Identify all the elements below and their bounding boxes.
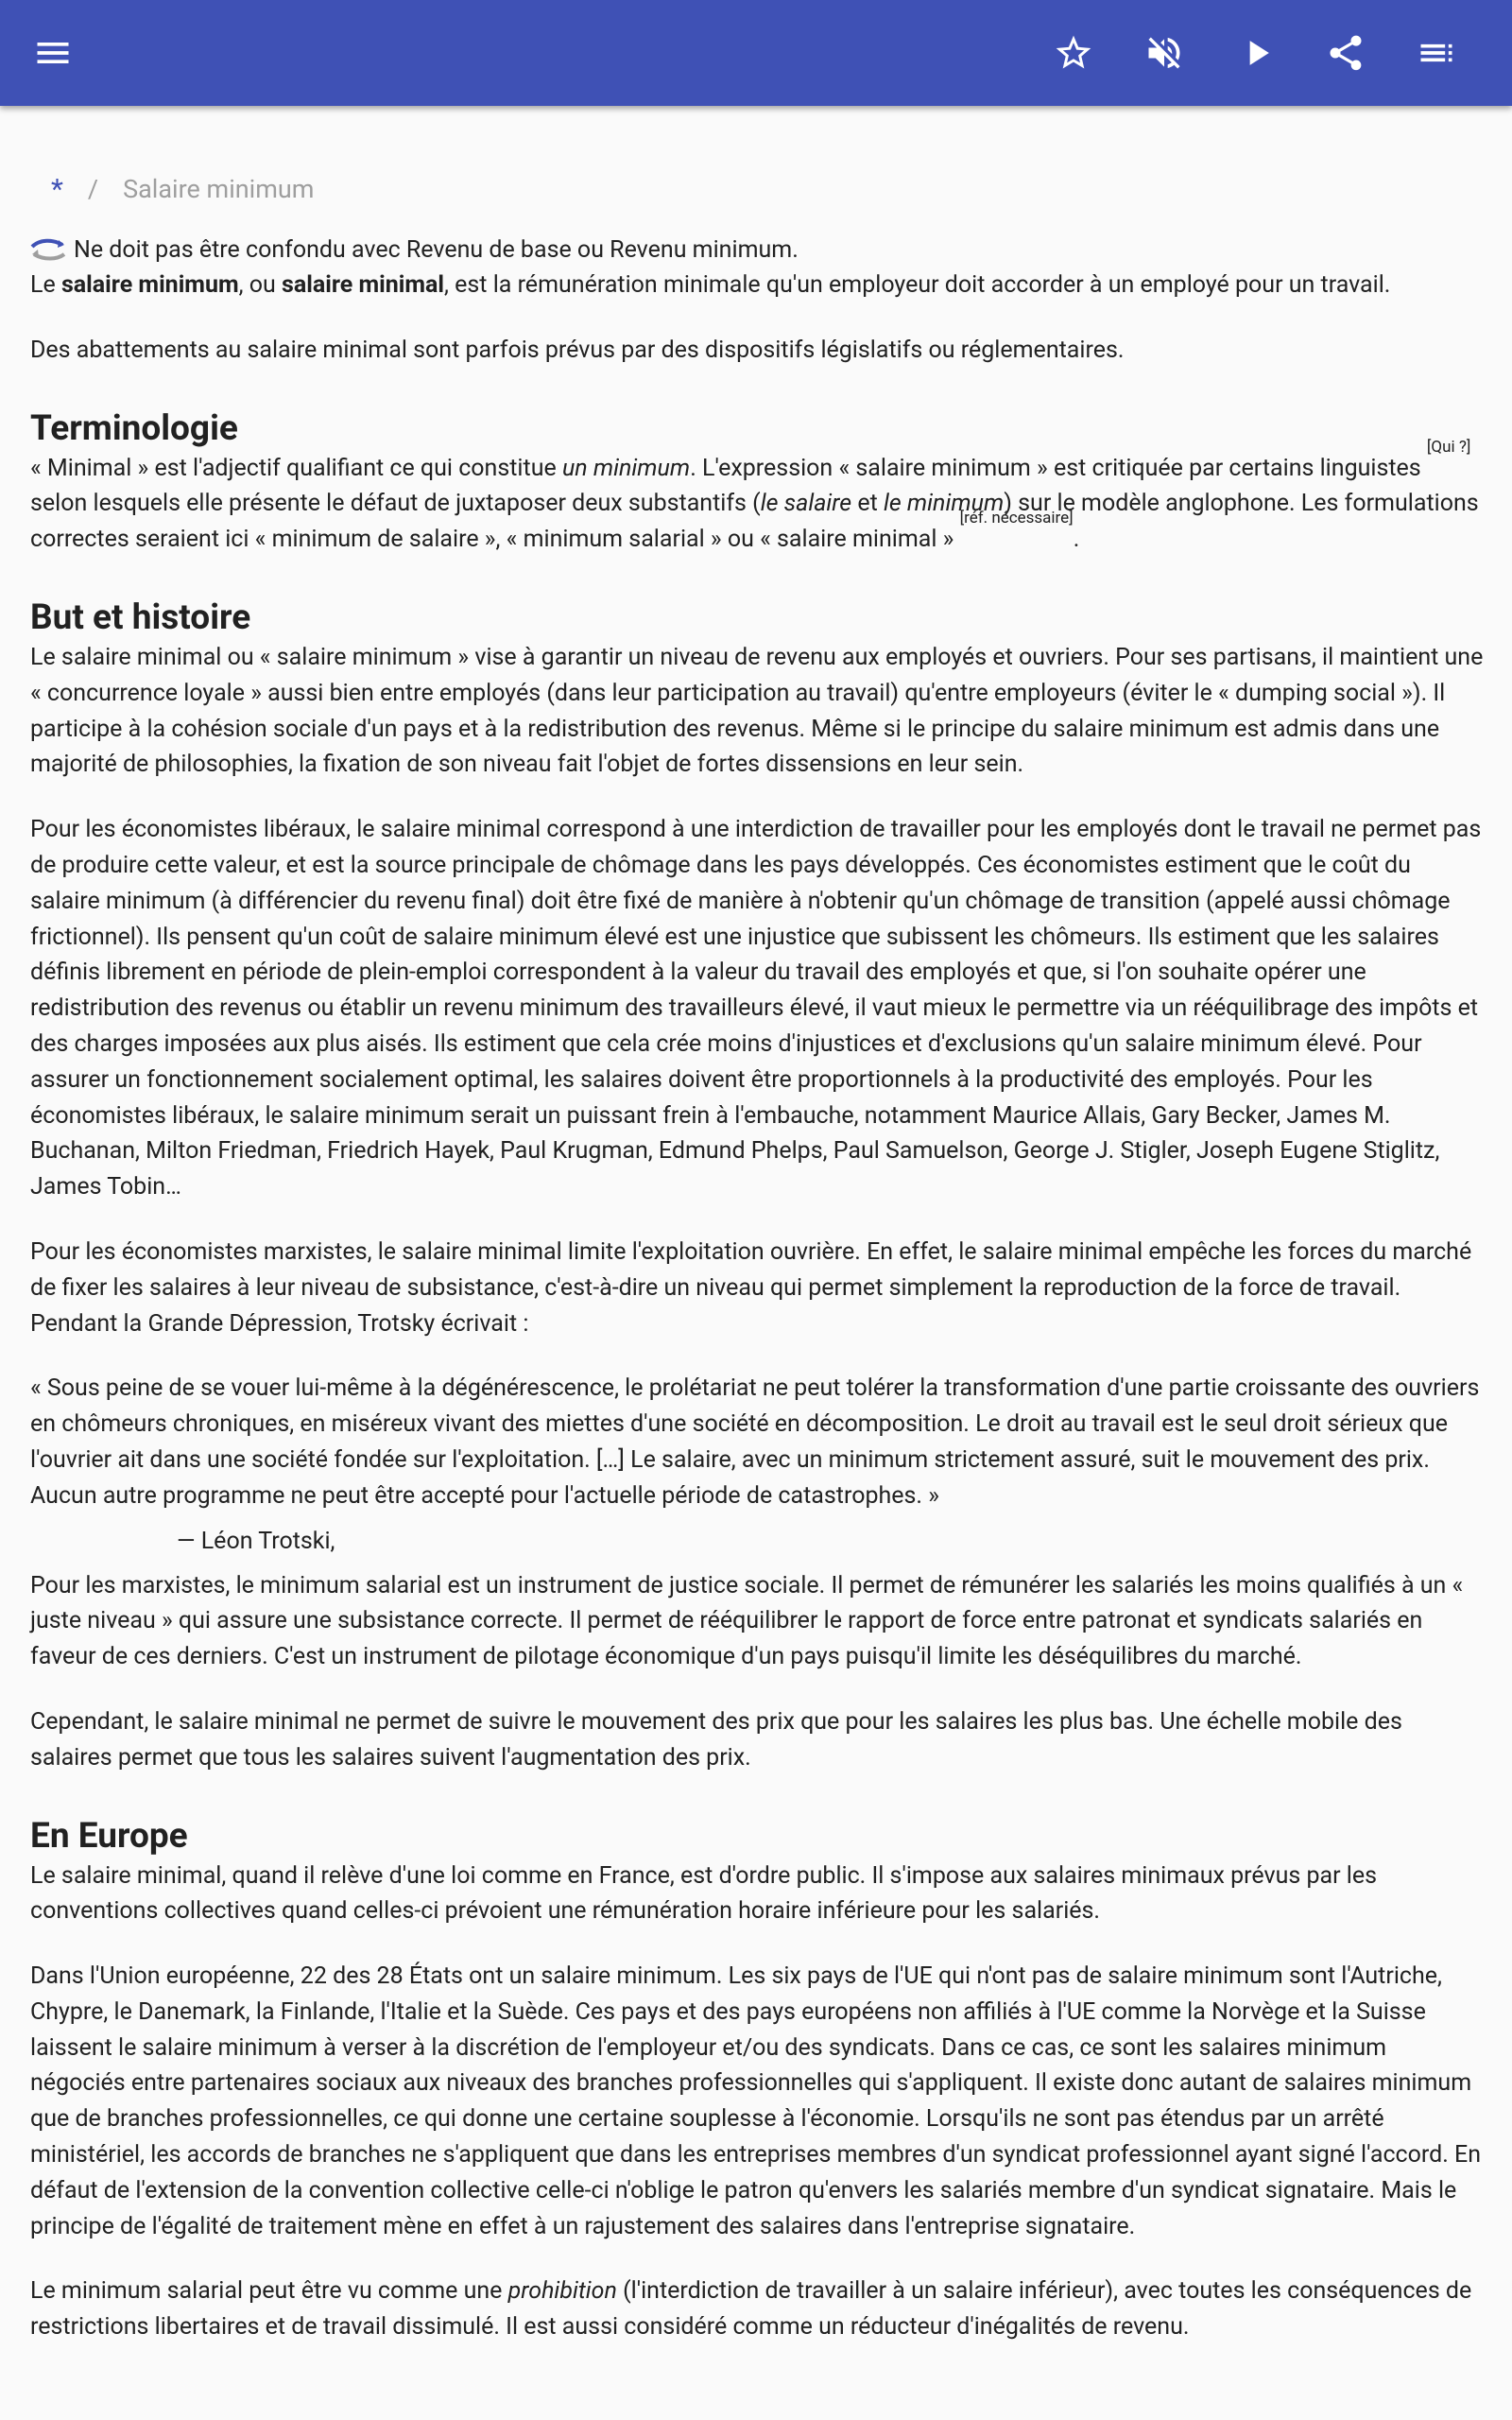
table-of-contents-button[interactable] <box>1410 26 1463 79</box>
text: (l'interdiction de travailler à un salaire inférieur), avec toutes les conséquences de restrictions libertaires et de travail dissimulé. Il est aussi considéré comme un réducteur d'inégalités de revenu. <box>30 2277 1472 2342</box>
text: ) sur le modèle anglophone. Les formulations correctes seraient ici « minimum de salaire », « minimum salarial » ou « salaire minimal » <box>30 490 1479 554</box>
europe-paragraph-2: Dans l'Union européenne, 22 des 28 États ont un salaire minimum. Les six pays de l'UE qui n'ont pas de salaire minimum sont l'Autriche, Chypre, le Danemark, la Finlande, l'Italie et la Suède. Ces pays et des pays européens non affiliés à l'UE comme la Norvège et la Suisse laissent le salaire minimum à verser à la discrétion de l'employeur et/ou des syndicats. Dans ce cas, ce sont les salaires minimum négociés entre partenaires sociaux aux niveaux des branches professionnelles qui s'appliquent. Il existe donc autant de salaires minimum que de branches professionnelles, ce qui donne une certaine souplesse à l'économie. Lorsqu'ils ne sont pas étendus par un arrêté ministériel, les accords de branches ne s'appliquent que dans les entreprises membres d'un syndicat professionnel ayant signé l'accord. En défaut de l'extension de la convention collective celle-ci n'oblige le patron qu'envers les salariés membre d'un syndicat signataire. Mais le principe de l'égalité de traitement mène en effet à un rajustement des salaires dans l'entreprise signataire. <box>30 1962 1482 2240</box>
trotsky-quote: « Sous peine de se vouer lui-même à la dégénérescence, le prolétariat ne peut tolérer la transformation d'une partie croissante des ouvriers en chômeurs chroniques, en miséreux vivant des miettes d'une société en décomposition. Le droit au travail est le seul droit sérieux que l'ouvrier ait dans une société fondée sur l'exploitation. […] Le salaire, avec un minimum strictement assuré, suit le mouvement des prix. Aucun autre programme ne peut être accepté pour l'actuelle période de catastrophes. » <box>30 1374 1480 1510</box>
text: , ou <box>238 271 282 299</box>
citation-needed-tag[interactable]: [Qui ?] <box>1426 437 1471 457</box>
share-button[interactable] <box>1319 26 1372 79</box>
text: . L'expression « salaire minimum » est critiquée par certains linguistes <box>690 454 1427 482</box>
italic-text: le minimum <box>884 490 1005 518</box>
histoire-paragraph-5: Cependant, le salaire minimal ne permet de suivre le mouvement des prix que pour les salaires les plus bas. Une échelle mobile des salaires permet que tous les salaires suivent l'augmentation des prix. <box>30 1707 1402 1772</box>
europe-paragraph-3 <box>30 2273 1486 2345</box>
text: selon lesquels elle présente le défaut de juxtaposer deux substantifs ( <box>30 490 761 518</box>
italic-text: prohibition <box>507 2277 617 2306</box>
histoire-paragraph-4: Pour les marxistes, le minimum salarial est un instrument de justice sociale. Il permet de rémunérer les salariés les moins qualifiés à un « juste niveau » qui assure une subsistance correcte. Il permet de rééquilibrer le rapport de force entre patronat et syndicats salariés en faveur de ces derniers. C'est un instrument de pilotage économique d'un pays puisqu'il limite les déséquilibres du marché. <box>30 1571 1464 1671</box>
terminologie-paragraph <box>30 437 1486 558</box>
text: Le <box>30 271 61 299</box>
star-icon <box>1053 32 1094 74</box>
italic-text: le salaire <box>760 490 852 518</box>
quote-attribution: — Léon Trotski, <box>177 1527 335 1555</box>
breadcrumb-root[interactable]: * <box>51 172 63 206</box>
mute-button[interactable] <box>1138 26 1191 79</box>
mute-icon <box>1143 32 1185 74</box>
section-heading-terminologie: Terminologie <box>30 407 238 449</box>
text: . <box>1073 526 1080 554</box>
hatnote-text: Ne doit pas être confondu avec Revenu de base ou Revenu minimum. <box>74 236 799 264</box>
toc-icon <box>1416 32 1457 74</box>
play-icon <box>1236 32 1278 74</box>
article <box>30 106 1486 2345</box>
menu-icon <box>32 32 74 74</box>
intro-paragraph-2: Des abattements au salaire minimal sont parfois prévus par des dispositifs législatifs ou réglementaires. <box>30 336 1125 364</box>
section-heading-en-europe: En Europe <box>30 1815 188 1857</box>
histoire-paragraph-3: Pour les économistes marxistes, le salaire minimal limite l'exploitation ouvrière. En effet, le salaire minimal empêche les forces du marché de fixer les salaires à leur niveau de subsistance, c'est-à-dire un niveau qui permet simplement la reproduction de la force de travail. Pendant la Grande Dépression, Trotsky écrivait : <box>30 1237 1472 1338</box>
app-bar <box>0 0 1512 106</box>
breadcrumb-current: Salaire minimum <box>123 174 315 204</box>
text: , est la rémunération minimale qu'un employeur doit accorder à un employé pour un travail. <box>444 271 1391 299</box>
bold-term: salaire minimal <box>282 271 445 299</box>
menu-button[interactable] <box>26 26 79 79</box>
play-button[interactable] <box>1230 26 1283 79</box>
intro-paragraph <box>30 268 1486 303</box>
share-icon <box>1325 32 1366 74</box>
text: « Minimal » est l'adjectif qualifiant ce qui constitue <box>30 454 562 482</box>
histoire-paragraph-2: Pour les économistes libéraux, le salaire minimal correspond à une interdiction de travailler pour les employés dont le travail ne permet pas de produire cette valeur, et est la source principale de chômage dans les pays développés. Ces économistes estiment que le coût du salaire minimum (à différencier du revenu final) doit être fixé de manière à n'obtenir qu'un chômage de transition (appelé aussi chômage frictionnel). Ils pensent qu'un coût de salaire minimum élevé est une injustice que subissent les chômeurs. Ils estiment que les salaires définis librement en période de plein-emploi correspondent à la valeur du travail des employés et que, si l'on souhaite opérer une redistribution des revenus ou établir un revenu minimum des travailleurs élevé, il vaut mieux le permettre via un rééquilibrage des impôts et des charges imposées aux plus aisés. Ils estiment que cela crée moins d'injustices et d'exclusions qu'un salaire minimum élevé. Pour assurer un fonctionnement socialement optimal, les salaires doivent être proportionnels à la productivité des employés. Pour les économistes libéraux, le salaire minimum serait un puissant frein à l'embauche, notamment Maurice Allais, Gary Becker, James M. Buchanan, Milton Friedman, Friedrich Hayek, Paul Krugman, Edmund Phelps, Paul Samuelson, George J. Stigler, Joseph Eugene Stiglitz, James Tobin… <box>30 816 1482 1201</box>
breadcrumb <box>30 170 1486 208</box>
disambiguation-icon <box>30 237 66 264</box>
citation-needed-tag[interactable]: [réf. nécessaire] <box>959 509 1074 528</box>
favorite-button[interactable] <box>1047 26 1100 79</box>
europe-paragraph-1: Le salaire minimal, quand il relève d'une loi comme en France, est d'ordre public. Il s'impose aux salaires minimaux prévus par les conventions collectives quand celles-ci prévoient une rémunération horaire inférieure pour les salariés. <box>30 1861 1378 1926</box>
bold-term: salaire minimum <box>60 271 239 299</box>
italic-text: un minimum <box>561 454 691 482</box>
histoire-paragraph-1: Le salaire minimal ou « salaire minimum » vise à garantir un niveau de revenu aux employés et ouvriers. Pour ses partisans, il maintient une « concurrence loyale » aussi bien entre employés (dans leur participation au travail) qu'entre employeurs (éviter le « dumping social »). Il participe à la cohésion sociale d'un pays et à la redistribution des revenus. Même si le principe du salaire minimum est admis dans une majorité de philosophies, la fixation de son niveau fait l'objet de fortes dissensions en leur sein. <box>30 643 1484 779</box>
section-heading-but-et-histoire: But et histoire <box>30 596 251 638</box>
text: et <box>851 490 884 518</box>
text: Le minimum salarial peut être vu comme une <box>30 2277 508 2306</box>
disambiguation-hatnote <box>30 233 1486 268</box>
breadcrumb-separator: / <box>87 174 99 204</box>
